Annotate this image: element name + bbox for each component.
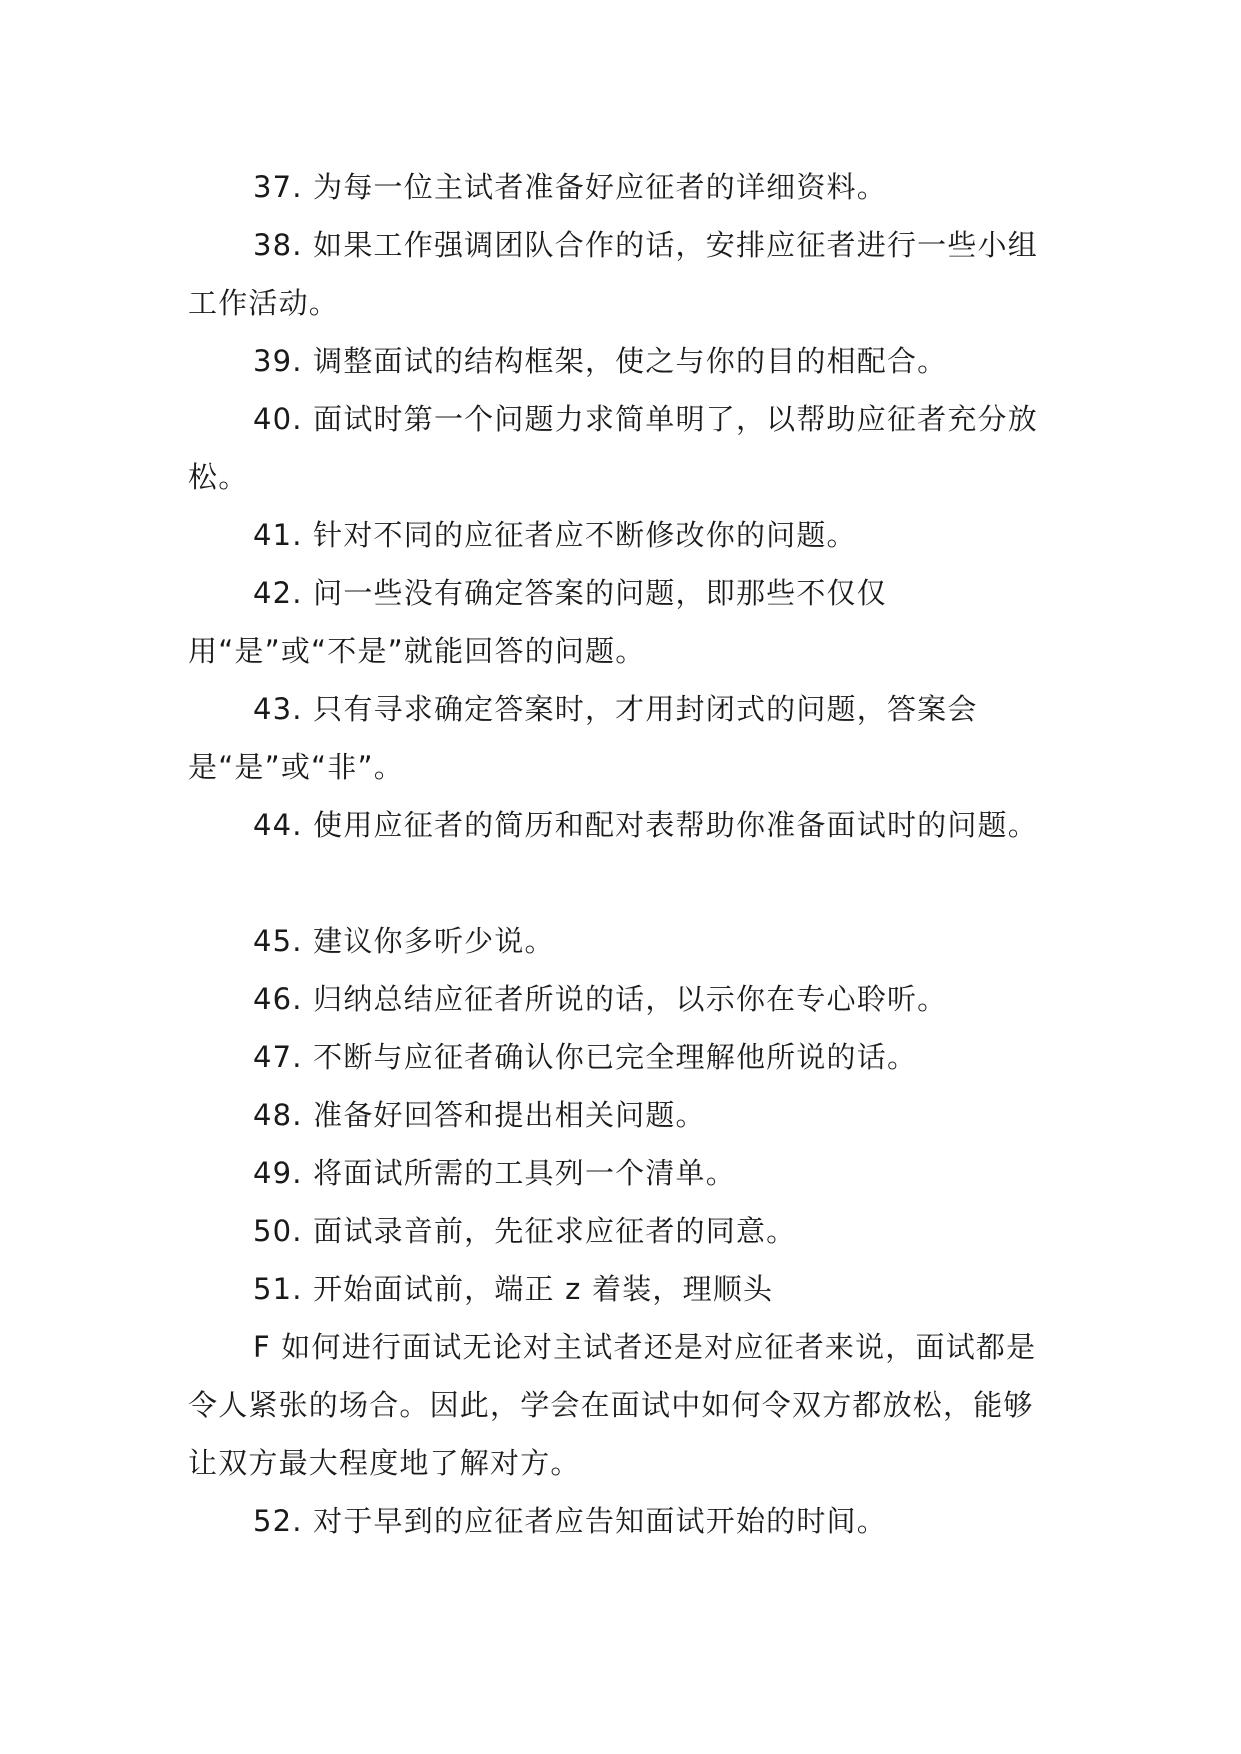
paragraph-37: 37. 为每一位主试者准备好应征者的详细资料。 [253,170,887,204]
paragraph-46: 46. 归纳总结应征者所说的话，以示你在专心聆听。 [253,982,948,1016]
paragraph-47: 47. 不断与应征者确认你已完全理解他所说的话。 [253,1040,918,1074]
paragraph-52: 52. 对于早到的应征者应告知面试开始的时间。 [253,1504,887,1538]
paragraph-39: 39. 调整面试的结构框架，使之与你的目的相配合。 [253,344,948,378]
paragraph-43: 43. 只有寻求确定答案时，才用封闭式的问题，答案会是“是”或“非”。 [188,692,978,784]
paragraph-38: 38. 如果工作强调团队合作的话，安排应征者进行一些小组工作活动。 [188,228,1038,320]
paragraph-42: 42. 问一些没有确定答案的问题，即那些不仅仅用“是”或“不是”就能回答的问题。 [188,576,887,668]
paragraph-50: 50. 面试录音前，先征求应征者的同意。 [253,1214,797,1248]
paragraph-49: 49. 将面试所需的工具列一个清单。 [253,1156,736,1190]
paragraph-51: 51. 开始面试前，端正 z 着装，理顺头 [253,1272,774,1306]
paragraph-45: 45. 建议你多听少说。 [253,924,555,958]
paragraph-40: 40. 面试时第一个问题力求简单明了，以帮助应征者充分放松。 [188,402,1038,494]
paragraph-41: 41. 针对不同的应征者应不断修改你的问题。 [253,518,857,552]
section-f-paragraph: F 如何进行面试无论对主试者还是对应征者来说，面试都是令人紧张的场合。因此，学会在面试中如何令双方都放松，能够让双方最大程度地了解对方。 [188,1330,1037,1480]
paragraph-48: 48. 准备好回答和提出相关问题。 [253,1098,706,1132]
paragraph-44: 44. 使用应征者的简历和配对表帮助你准备面试时的问题。 [253,808,1038,842]
